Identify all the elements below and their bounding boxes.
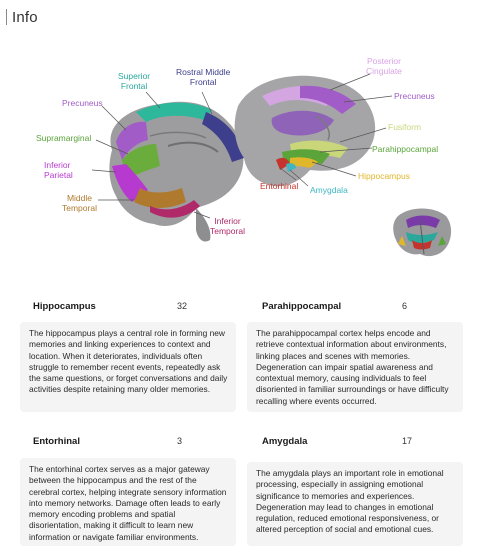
label-parahippocampal: Parahippocampal xyxy=(372,144,439,154)
region-count-parahippocampal: 6 xyxy=(402,301,408,311)
label-supramarginal: Supramarginal xyxy=(36,133,92,143)
coronal-slice xyxy=(393,209,451,257)
region-count-hippocampus: 32 xyxy=(177,301,188,311)
label-superior-frontal: Superior Frontal xyxy=(118,71,151,91)
region-card-amygdala: The amygdala plays an important role in emotional processing, especially in assigning emotional significance to memories and experiences. Degeneration may lead to changes in emotional regulation, reduced emotional responsiveness, or altered perception of social and emotional cues. xyxy=(247,462,463,546)
region-card-entorhinal: The entorhinal cortex serves as a major gateway between the hippocampus and the rest of the cerebral cortex, helping integrate sensory information into memory networks. Damage often leads to early memory encoding problems and spatial disorientation, making it difficult to learn new information or navigate familiar environments. xyxy=(20,458,236,546)
label-entorhinal: Entorhinal xyxy=(260,181,299,191)
label-inferior-parietal: Inferior Parietal xyxy=(44,160,73,180)
header-divider xyxy=(6,9,7,25)
region-title-parahippocampal: Parahippocampal xyxy=(262,301,342,312)
label-inferior-temporal: Inferior Temporal xyxy=(210,216,245,236)
region-title-amygdala: Amygdala xyxy=(262,436,308,447)
region-count-amygdala: 17 xyxy=(402,436,413,446)
region-count-entorhinal: 3 xyxy=(177,436,183,446)
label-rostral-middle-frontal: Rostral Middle Frontal xyxy=(176,67,231,87)
page-title: Info xyxy=(12,8,38,26)
label-precuneus-left: Precuneus xyxy=(62,98,103,108)
info-header xyxy=(6,6,38,28)
medial-brain xyxy=(235,76,376,187)
label-posterior-cingulate: Posterior Cingulate xyxy=(366,56,402,76)
label-middle-temporal: Middle Temporal xyxy=(62,193,97,213)
region-title-entorhinal: Entorhinal xyxy=(33,436,80,447)
label-precuneus-right: Precuneus xyxy=(394,91,435,101)
region-title-hippocampus: Hippocampus xyxy=(33,301,96,312)
region-card-hippocampus: The hippocampus plays a central role in forming new memories and linking experiences to context and location. When it deteriorates, individuals often struggle to remember recent events, repeatedly ask the same questions, or forget conversations and daily activities despite retaining many older memories. xyxy=(20,322,236,412)
label-amygdala: Amygdala xyxy=(310,185,348,195)
label-fusiform: Fusiform xyxy=(388,122,422,132)
brain-figure xyxy=(0,40,484,290)
region-card-parahippocampal: The parahippocampal cortex helps encode and retrieve contextual information about environments, linking places and scenes with memories. Degeneration can impair spatial awareness and contextual memory, causing individuals to feel disoriented in familiar surroundings or have difficulty recalling where events occurred. xyxy=(247,322,463,412)
label-hippocampus: Hippocampus xyxy=(358,171,410,181)
